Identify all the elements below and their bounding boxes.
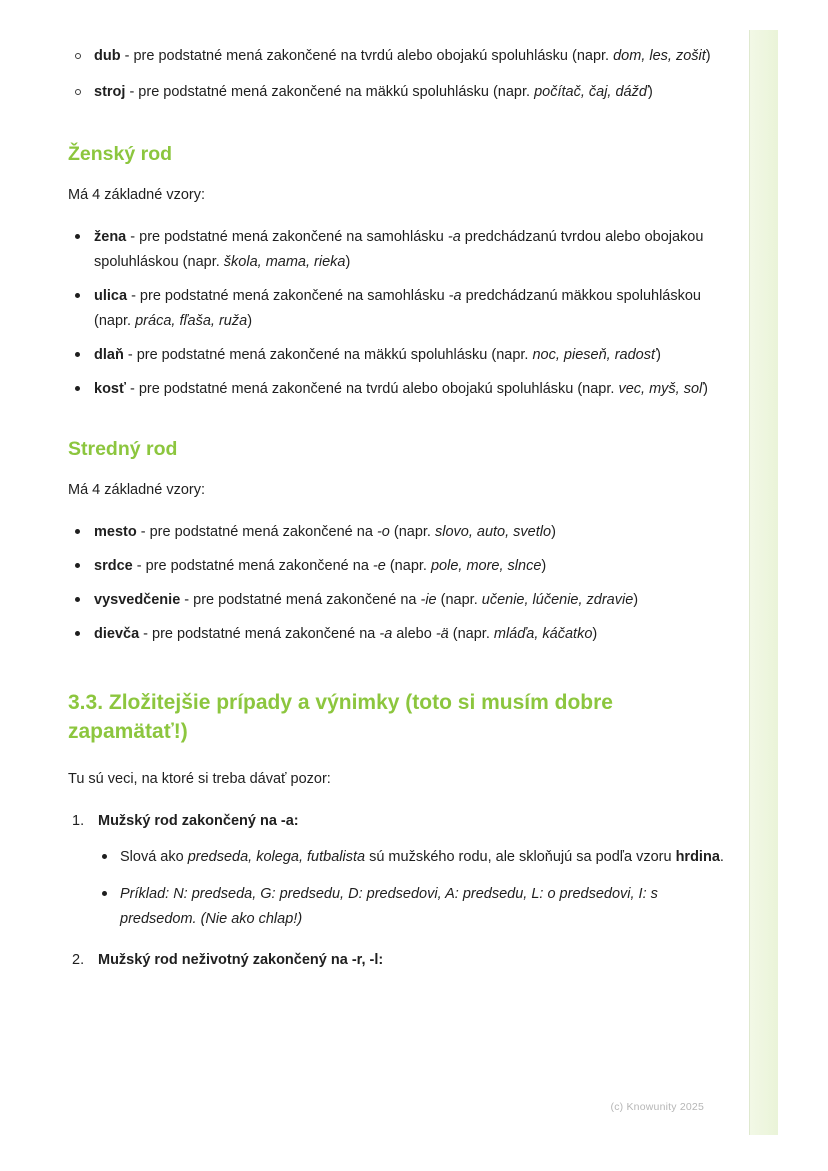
- example-text: N: predseda, G: predsedu, D: predsedovi, A: predsedu, L: o predsedovi, I: s predsedom. (Nie ako chlap!): [120, 885, 658, 927]
- list-item: [68, 622, 732, 647]
- pattern-desc-2: predchádzanú tvrdou alebo obojakou spoluhláskou (napr.: [94, 228, 704, 270]
- pattern-term: kosť: [94, 380, 126, 397]
- list-number: 2.: [72, 951, 85, 968]
- pattern-desc-2: (napr.: [385, 557, 431, 574]
- section-heading-neuter: Stredný rod: [68, 437, 178, 460]
- pattern-tail: ): [541, 557, 547, 574]
- pattern-desc: - pre podstatné mená zakončené na: [132, 557, 373, 574]
- exception-title: Mužský rod zakončený na -a:: [98, 813, 299, 830]
- pattern-ending: -a: [448, 287, 462, 304]
- pattern-term: stroj: [94, 83, 126, 100]
- pattern-desc-2: predchádzanú mäkkou spoluhláskou (napr.: [94, 287, 701, 329]
- list-item: [68, 343, 732, 368]
- list-item: [68, 284, 732, 334]
- pattern-term: vysvedčenie: [94, 591, 181, 608]
- pattern-examples: škola, mama, rieka: [223, 253, 346, 270]
- pattern-term: srdce: [94, 557, 133, 574]
- list-item: [68, 588, 732, 613]
- pattern-examples: počítač, čaj, dážď: [534, 83, 648, 100]
- exception-sublist: [98, 845, 732, 932]
- page-content-area: [50, 30, 750, 1135]
- section-intro-neuter: Má 4 základné vzory:: [68, 481, 206, 498]
- pattern-ending: -ie: [420, 591, 437, 608]
- list-item: [68, 80, 732, 105]
- list-item: [68, 554, 732, 579]
- feminine-pattern-list: [68, 225, 732, 402]
- pattern-term: dub: [94, 48, 121, 64]
- pattern-examples: pole, more, slnce: [430, 557, 542, 574]
- list-item: [98, 845, 732, 870]
- list-item: [68, 520, 732, 545]
- pattern-tail: ): [551, 523, 556, 540]
- pattern-term: ulica: [94, 287, 128, 304]
- example-label: Príklad:: [120, 885, 170, 902]
- pattern-tail: ): [703, 380, 708, 397]
- pattern-desc-3: (napr.: [448, 625, 494, 642]
- list-item: [68, 809, 732, 931]
- top-pattern-list: [68, 44, 732, 105]
- list-number: 1.: [72, 813, 85, 830]
- pattern-examples: dom, les, zošit: [613, 48, 706, 64]
- pattern-term: mesto: [94, 523, 137, 540]
- pattern-tail: ): [647, 83, 653, 100]
- section-heading-feminine: Ženský rod: [68, 142, 173, 165]
- pattern-desc: - pre podstatné mená zakončené na tvrdú alebo obojakú spoluhlásku (napr.: [125, 380, 619, 397]
- pattern-examples: práca, fľaša, ruža: [135, 312, 248, 329]
- pattern-ending: -o: [376, 523, 390, 540]
- section-intro-feminine: Má 4 základné vzory:: [68, 187, 206, 204]
- sub-pattern: hrdina: [675, 848, 720, 865]
- pattern-examples: učenie, lúčenie, zdravie: [481, 591, 634, 608]
- pattern-ending: -a: [379, 625, 393, 642]
- exceptions-list: [68, 809, 732, 972]
- pattern-examples: noc, pieseň, radosť: [532, 346, 657, 363]
- watermark: (c) Knowunity 2025: [610, 1101, 704, 1113]
- pattern-term: dlaň: [94, 346, 124, 363]
- pattern-desc: - pre podstatné mená zakončené na mäkkú spoluhlásku (napr.: [125, 83, 535, 100]
- pattern-desc: - pre podstatné mená zakončené na samohlásku: [127, 287, 449, 304]
- pattern-desc: - pre podstatné mená zakončené na tvrdú alebo obojakú spoluhlásku (napr.: [120, 48, 614, 64]
- pattern-tail: ): [592, 625, 598, 642]
- pattern-desc: - pre podstatné mená zakončené na: [139, 625, 380, 642]
- page-side-strip: [749, 30, 778, 1135]
- sub-tail: .: [719, 848, 724, 865]
- list-item: [68, 377, 732, 402]
- section-heading-exceptions: 3.3. Zložitejšie prípady a výnimky (toto si musím dobre zapamätať!): [68, 691, 613, 744]
- pattern-desc: - pre podstatné mená zakončené na mäkkú spoluhlásku (napr.: [123, 346, 533, 363]
- pattern-desc-2: alebo: [392, 625, 436, 642]
- section-intro-exceptions: Tu sú veci, na ktoré si treba dávať pozor:: [68, 771, 331, 788]
- pattern-ending-2: -ä: [435, 625, 449, 642]
- pattern-tail: ): [247, 312, 253, 329]
- pattern-tail: ): [345, 253, 351, 270]
- exception-title: Mužský rod neživotný zakončený na -r, -l:: [98, 951, 384, 968]
- pattern-tail: ): [656, 346, 661, 363]
- list-item: [68, 225, 732, 275]
- pattern-ending: -e: [372, 557, 386, 574]
- pattern-examples: vec, myš, soľ: [618, 380, 704, 397]
- pattern-desc: - pre podstatné mená zakončené na: [180, 591, 421, 608]
- list-item: [68, 44, 732, 69]
- pattern-term: žena: [94, 228, 127, 245]
- sub-pre: Slová ako: [120, 848, 188, 865]
- pattern-tail: ): [705, 48, 711, 64]
- list-item: [68, 948, 732, 973]
- sub-mid: sú mužského rodu, ale skloňujú sa podľa vzoru: [365, 848, 676, 865]
- pattern-examples: slovo, auto, svetlo: [434, 523, 552, 540]
- pattern-desc-2: (napr.: [436, 591, 482, 608]
- pattern-desc: - pre podstatné mená zakončené na: [136, 523, 377, 540]
- pattern-term: dievča: [94, 625, 140, 642]
- neuter-pattern-list: [68, 520, 732, 647]
- document-page: [50, 30, 778, 1135]
- pattern-desc: - pre podstatné mená zakončené na samohlásku: [126, 228, 448, 245]
- list-item: [98, 882, 732, 932]
- sub-examples: predseda, kolega, futbalista: [187, 848, 366, 865]
- pattern-ending: -a: [447, 228, 461, 245]
- pattern-desc-2: (napr.: [389, 523, 435, 540]
- document-body: [68, 30, 732, 982]
- pattern-tail: ): [633, 591, 639, 608]
- pattern-examples: mláďa, káčatko: [493, 625, 593, 642]
